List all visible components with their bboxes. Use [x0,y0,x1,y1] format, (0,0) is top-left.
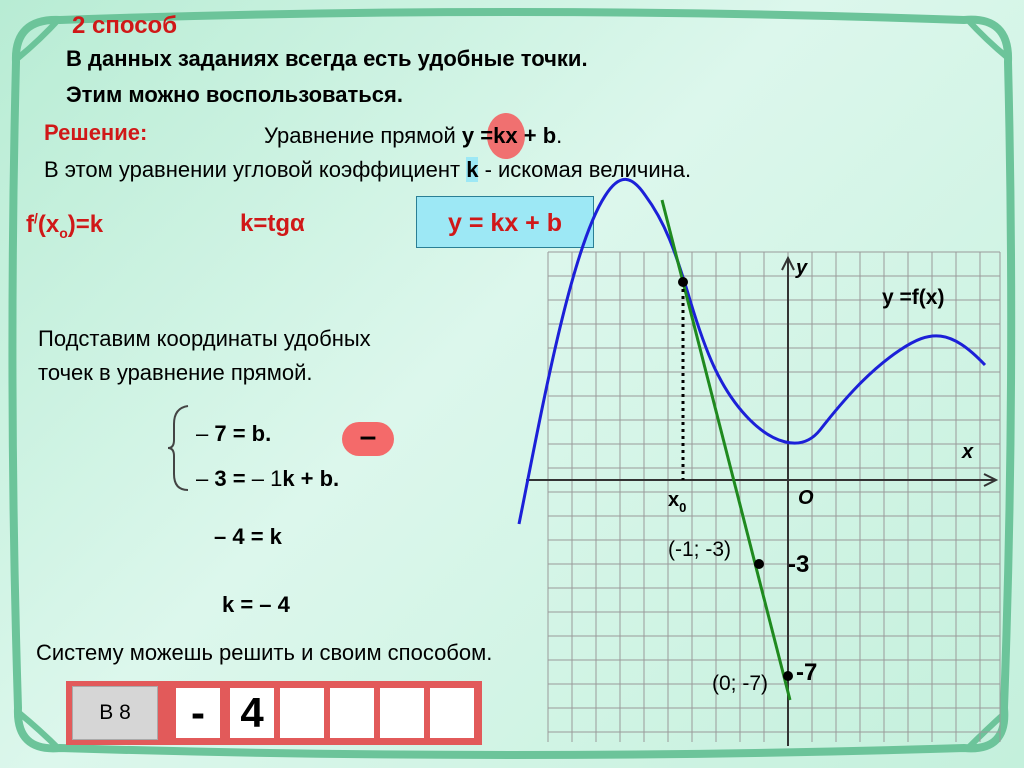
answer-cell-4[interactable] [330,688,374,738]
subtract-sign: – [342,422,394,456]
eq-dot: . [556,123,563,148]
intro-line-2: Этим можно воспользоваться. [66,82,403,107]
task-number-label: В 8 [72,686,158,740]
result-1: – 4 = k [214,524,282,549]
point1-label: (-1; -3) [668,538,731,561]
function-label: y =f(x) [882,286,945,309]
line-equation-box: y = kx + b [416,196,594,248]
grid [548,252,1000,742]
result-2: k = – 4 [222,592,290,617]
origin-label: O [798,487,814,509]
coef-k: k [466,157,479,182]
coef-prefix: В этом уравнении угловой коэффициент [44,157,461,182]
solution-label: Решение: [44,120,148,145]
sys1-body: 7 = b. [214,421,272,446]
answer-cell-1[interactable]: - [176,688,220,738]
substitute-line-2: точек в уравнение прямой. [38,360,313,385]
sys2-body1: 3 = [214,466,252,491]
tick-neg3: -3 [788,551,810,578]
eq-k: k [493,123,506,148]
eq-equals: = [480,123,494,148]
point-0-neg7 [783,671,793,681]
tangent-line [662,200,790,700]
x0-sub: 0 [679,500,687,515]
derivative-sub: o [59,224,68,241]
sys2-body2: k + b. [282,466,340,491]
answer-cell-3[interactable] [280,688,324,738]
x0-main: x [668,489,680,511]
point-neg1-neg3 [754,559,764,569]
derivative-f: f [26,211,34,238]
answer-cell-2[interactable]: 4 [230,688,274,738]
coef-suffix: - искомая величина. [484,157,692,182]
sys1-minus: – [196,421,209,446]
footnote: Систему можешь решить и своим способом. [36,640,493,665]
sys2-minus1: – [196,466,209,491]
tick-neg7: -7 [796,659,818,686]
sys2-one: 1 [270,466,283,491]
y-axis-label: y [796,257,808,279]
eq-y: y [461,123,475,148]
eq-rest: x + b [505,123,557,148]
substitute-line-1: Подставим координаты удобных [38,326,371,351]
x-axis-label: x [962,441,974,463]
intro-line-1: В данных заданиях всегда есть удобные точки. [66,46,588,71]
eq-prefix: Уравнение прямой [264,123,456,148]
tangent-formula: k=tgα [240,210,305,237]
method-title: 2 способ [72,12,178,39]
function-curve [519,179,985,524]
derivative-open: (x [37,211,60,238]
point2-label: (0; -7) [712,672,769,695]
answer-cell-5[interactable] [380,688,424,738]
derivative-close: )=k [67,211,104,238]
tangency-point [678,277,688,287]
answer-cell-6[interactable] [430,688,474,738]
x0-label [668,489,686,515]
derivative-prime: / [34,210,38,226]
sys2-minus2: – [251,466,264,491]
